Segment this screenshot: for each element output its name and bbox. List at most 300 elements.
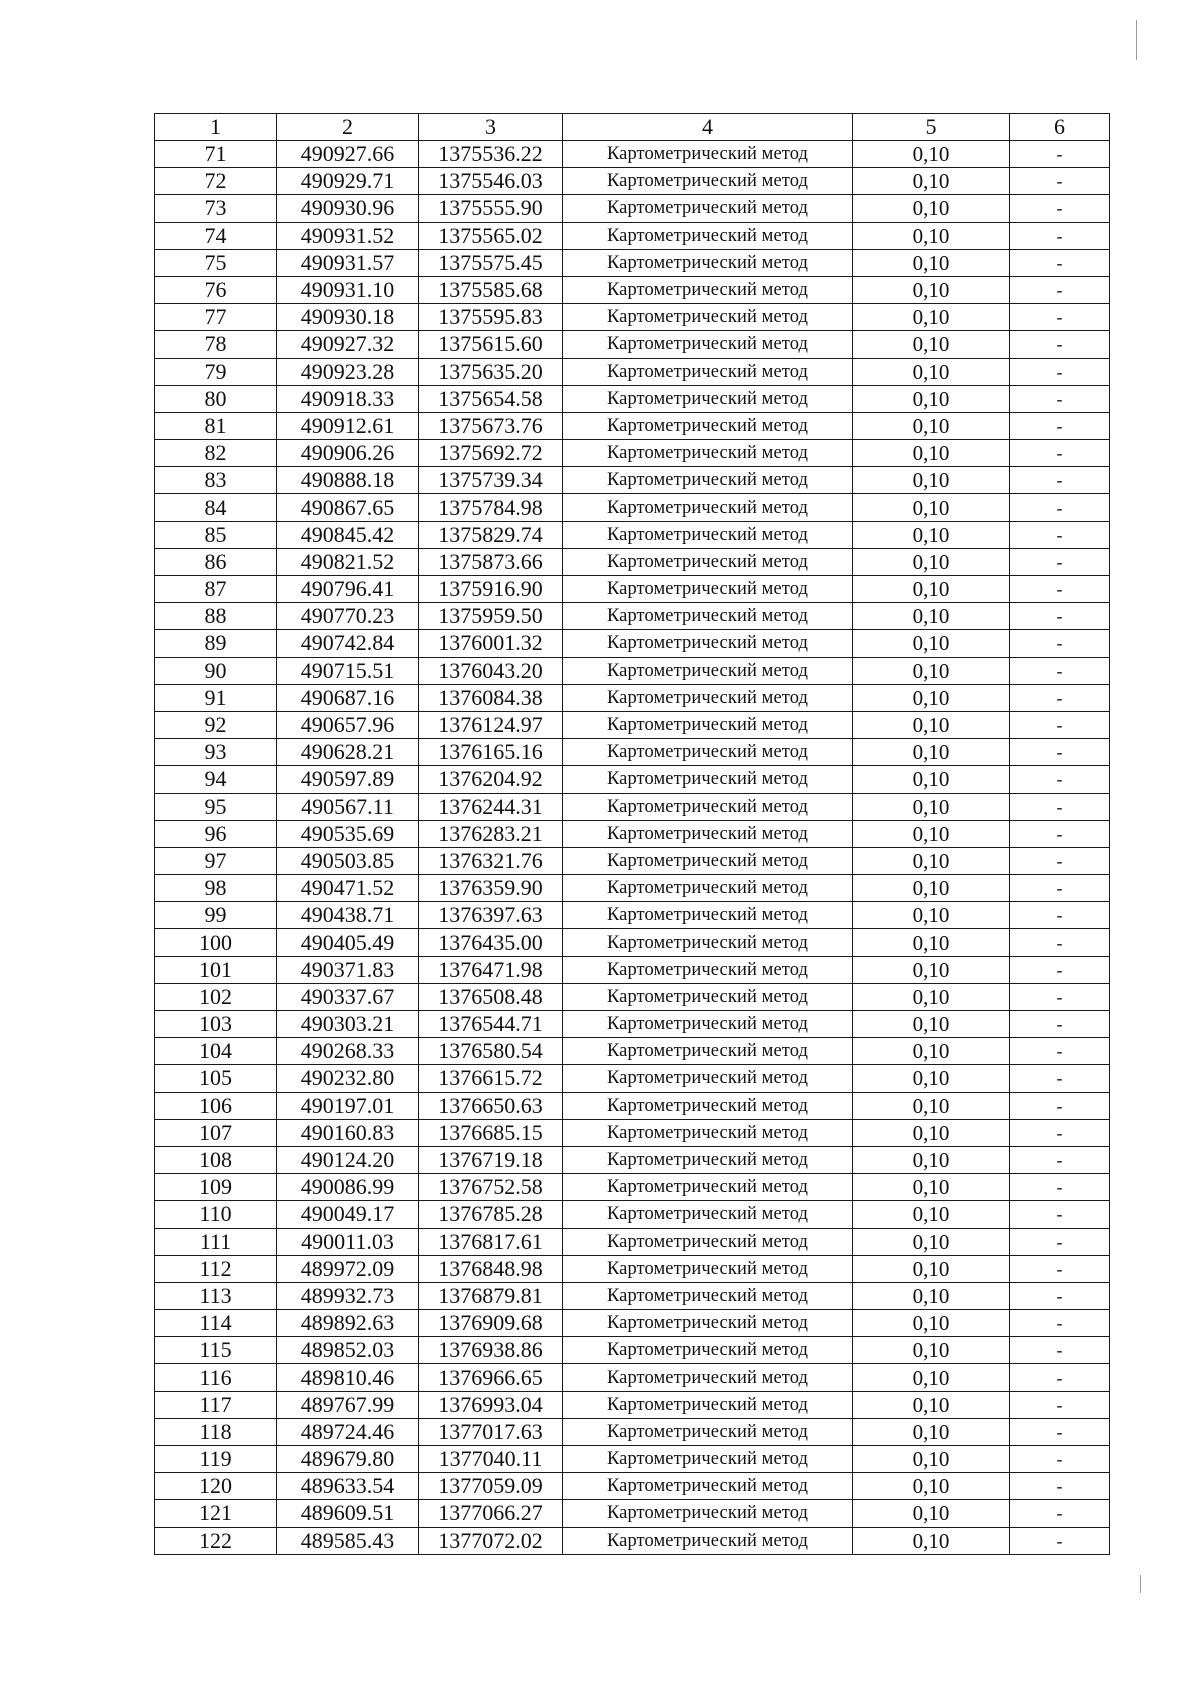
description-cell: -: [1010, 820, 1110, 847]
x-coordinate-cell: 490405.49: [277, 929, 419, 956]
method-cell: Картометрический метод: [563, 576, 853, 603]
y-coordinate-cell: 1376084.38: [419, 684, 563, 711]
table-row: [155, 1337, 1110, 1364]
accuracy-cell: 0,10: [853, 1310, 1010, 1337]
x-coordinate-cell: 490715.51: [277, 657, 419, 684]
y-coordinate-cell: 1377017.63: [419, 1418, 563, 1445]
point-number-cell: 82: [155, 440, 277, 467]
x-coordinate-cell: 490628.21: [277, 739, 419, 766]
x-coordinate-cell: 490232.80: [277, 1065, 419, 1092]
table-row: [155, 983, 1110, 1010]
table-row: [155, 1038, 1110, 1065]
y-coordinate-cell: 1376785.28: [419, 1201, 563, 1228]
x-coordinate-cell: 489633.54: [277, 1473, 419, 1500]
table-row: [155, 1500, 1110, 1527]
point-number-cell: 75: [155, 249, 277, 276]
table-row: [155, 440, 1110, 467]
accuracy-cell: 0,10: [853, 630, 1010, 657]
accuracy-cell: 0,10: [853, 358, 1010, 385]
table-row: [155, 820, 1110, 847]
table-row: [155, 358, 1110, 385]
accuracy-cell: 0,10: [853, 902, 1010, 929]
accuracy-cell: 0,10: [853, 1255, 1010, 1282]
x-coordinate-cell: 489679.80: [277, 1446, 419, 1473]
table-row: [155, 276, 1110, 303]
description-cell: -: [1010, 168, 1110, 195]
accuracy-cell: 0,10: [853, 793, 1010, 820]
table-row: [155, 956, 1110, 983]
accuracy-cell: 0,10: [853, 548, 1010, 575]
method-cell: Картометрический метод: [563, 358, 853, 385]
method-cell: Картометрический метод: [563, 1500, 853, 1527]
accuracy-cell: 0,10: [853, 412, 1010, 439]
table-row: [155, 576, 1110, 603]
description-cell: -: [1010, 1527, 1110, 1554]
point-number-cell: 117: [155, 1391, 277, 1418]
point-number-cell: 91: [155, 684, 277, 711]
coordinates-table: [154, 113, 1110, 1555]
x-coordinate-cell: 490931.52: [277, 222, 419, 249]
method-cell: Картометрический метод: [563, 711, 853, 738]
point-number-cell: 96: [155, 820, 277, 847]
x-coordinate-cell: 490086.99: [277, 1174, 419, 1201]
description-cell: -: [1010, 956, 1110, 983]
y-coordinate-cell: 1375739.34: [419, 467, 563, 494]
description-cell: -: [1010, 1092, 1110, 1119]
description-cell: -: [1010, 222, 1110, 249]
accuracy-cell: 0,10: [853, 276, 1010, 303]
accuracy-cell: 0,10: [853, 1500, 1010, 1527]
point-number-cell: 112: [155, 1255, 277, 1282]
y-coordinate-cell: 1376909.68: [419, 1310, 563, 1337]
table-row: [155, 304, 1110, 331]
accuracy-cell: 0,10: [853, 875, 1010, 902]
x-coordinate-cell: 490927.32: [277, 331, 419, 358]
table-row: [155, 1092, 1110, 1119]
y-coordinate-cell: 1376879.81: [419, 1282, 563, 1309]
accuracy-cell: 0,10: [853, 521, 1010, 548]
x-coordinate-cell: 490929.71: [277, 168, 419, 195]
method-cell: Картометрический метод: [563, 195, 853, 222]
table-row: [155, 684, 1110, 711]
x-coordinate-cell: 489609.51: [277, 1500, 419, 1527]
point-number-cell: 114: [155, 1310, 277, 1337]
table-row: [155, 1146, 1110, 1173]
accuracy-cell: 0,10: [853, 1201, 1010, 1228]
point-number-cell: 90: [155, 657, 277, 684]
table-row: [155, 929, 1110, 956]
description-cell: -: [1010, 657, 1110, 684]
description-cell: -: [1010, 385, 1110, 412]
description-cell: -: [1010, 440, 1110, 467]
accuracy-cell: 0,10: [853, 1228, 1010, 1255]
x-coordinate-cell: 490337.67: [277, 983, 419, 1010]
table-row: [155, 222, 1110, 249]
point-number-cell: 110: [155, 1201, 277, 1228]
y-coordinate-cell: 1376283.21: [419, 820, 563, 847]
description-cell: -: [1010, 548, 1110, 575]
y-coordinate-cell: 1376244.31: [419, 793, 563, 820]
point-number-cell: 122: [155, 1527, 277, 1554]
method-cell: Картометрический метод: [563, 1418, 853, 1445]
description-cell: -: [1010, 249, 1110, 276]
point-number-cell: 120: [155, 1473, 277, 1500]
x-coordinate-cell: 490742.84: [277, 630, 419, 657]
accuracy-cell: 0,10: [853, 331, 1010, 358]
accuracy-cell: 0,10: [853, 711, 1010, 738]
table-row: [155, 1011, 1110, 1038]
column-header-point-number: 1: [155, 114, 277, 141]
method-cell: Картометрический метод: [563, 467, 853, 494]
accuracy-cell: 0,10: [853, 983, 1010, 1010]
x-coordinate-cell: 489585.43: [277, 1527, 419, 1554]
y-coordinate-cell: 1376124.97: [419, 711, 563, 738]
method-cell: Картометрический метод: [563, 956, 853, 983]
y-coordinate-cell: 1376650.63: [419, 1092, 563, 1119]
description-cell: -: [1010, 1146, 1110, 1173]
description-cell: -: [1010, 276, 1110, 303]
description-cell: -: [1010, 494, 1110, 521]
accuracy-cell: 0,10: [853, 168, 1010, 195]
accuracy-cell: 0,10: [853, 1391, 1010, 1418]
table-row: [155, 1228, 1110, 1255]
accuracy-cell: 0,10: [853, 603, 1010, 630]
point-number-cell: 80: [155, 385, 277, 412]
y-coordinate-cell: 1376435.00: [419, 929, 563, 956]
accuracy-cell: 0,10: [853, 1282, 1010, 1309]
x-coordinate-cell: 490912.61: [277, 412, 419, 439]
y-coordinate-cell: 1376321.76: [419, 847, 563, 874]
accuracy-cell: 0,10: [853, 684, 1010, 711]
method-cell: Картометрический метод: [563, 1282, 853, 1309]
x-coordinate-cell: 490371.83: [277, 956, 419, 983]
description-cell: -: [1010, 1418, 1110, 1445]
method-cell: Картометрический метод: [563, 1038, 853, 1065]
point-number-cell: 74: [155, 222, 277, 249]
x-coordinate-cell: 490930.96: [277, 195, 419, 222]
table-row: [155, 1255, 1110, 1282]
accuracy-cell: 0,10: [853, 847, 1010, 874]
x-coordinate-cell: 490160.83: [277, 1119, 419, 1146]
x-coordinate-cell: 490888.18: [277, 467, 419, 494]
x-coordinate-cell: 490930.18: [277, 304, 419, 331]
description-cell: -: [1010, 929, 1110, 956]
x-coordinate-cell: 490567.11: [277, 793, 419, 820]
method-cell: Картометрический метод: [563, 684, 853, 711]
accuracy-cell: 0,10: [853, 1446, 1010, 1473]
description-cell: -: [1010, 1065, 1110, 1092]
method-cell: Картометрический метод: [563, 1228, 853, 1255]
method-cell: Картометрический метод: [563, 331, 853, 358]
description-cell: -: [1010, 141, 1110, 168]
scan-speck: [1136, 20, 1137, 60]
description-cell: -: [1010, 1038, 1110, 1065]
x-coordinate-cell: 489892.63: [277, 1310, 419, 1337]
table-row: [155, 494, 1110, 521]
y-coordinate-cell: 1375959.50: [419, 603, 563, 630]
description-cell: -: [1010, 711, 1110, 738]
y-coordinate-cell: 1376752.58: [419, 1174, 563, 1201]
description-cell: -: [1010, 1473, 1110, 1500]
x-coordinate-cell: 490845.42: [277, 521, 419, 548]
point-number-cell: 101: [155, 956, 277, 983]
method-cell: Картометрический метод: [563, 766, 853, 793]
description-cell: -: [1010, 304, 1110, 331]
x-coordinate-cell: 489972.09: [277, 1255, 419, 1282]
point-number-cell: 88: [155, 603, 277, 630]
y-coordinate-cell: 1376817.61: [419, 1228, 563, 1255]
method-cell: Картометрический метод: [563, 521, 853, 548]
accuracy-cell: 0,10: [853, 440, 1010, 467]
description-cell: -: [1010, 983, 1110, 1010]
description-cell: -: [1010, 793, 1110, 820]
accuracy-cell: 0,10: [853, 385, 1010, 412]
accuracy-cell: 0,10: [853, 467, 1010, 494]
x-coordinate-cell: 490124.20: [277, 1146, 419, 1173]
description-cell: -: [1010, 1500, 1110, 1527]
y-coordinate-cell: 1376544.71: [419, 1011, 563, 1038]
table-row: [155, 1418, 1110, 1445]
method-cell: Картометрический метод: [563, 657, 853, 684]
x-coordinate-cell: 490303.21: [277, 1011, 419, 1038]
description-cell: -: [1010, 412, 1110, 439]
y-coordinate-cell: 1377072.02: [419, 1527, 563, 1554]
y-coordinate-cell: 1375873.66: [419, 548, 563, 575]
method-cell: Картометрический метод: [563, 983, 853, 1010]
method-cell: Картометрический метод: [563, 820, 853, 847]
accuracy-cell: 0,10: [853, 1065, 1010, 1092]
method-cell: Картометрический метод: [563, 276, 853, 303]
table-row: [155, 630, 1110, 657]
y-coordinate-cell: 1375546.03: [419, 168, 563, 195]
table-row: [155, 902, 1110, 929]
y-coordinate-cell: 1376615.72: [419, 1065, 563, 1092]
point-number-cell: 113: [155, 1282, 277, 1309]
method-cell: Картометрический метод: [563, 1527, 853, 1554]
accuracy-cell: 0,10: [853, 249, 1010, 276]
point-number-cell: 73: [155, 195, 277, 222]
description-cell: -: [1010, 1337, 1110, 1364]
point-number-cell: 118: [155, 1418, 277, 1445]
method-cell: Картометрический метод: [563, 793, 853, 820]
method-cell: Картометрический метод: [563, 1391, 853, 1418]
point-number-cell: 72: [155, 168, 277, 195]
column-header-method: 4: [563, 114, 853, 141]
method-cell: Картометрический метод: [563, 1310, 853, 1337]
table-row: [155, 1473, 1110, 1500]
point-number-cell: 77: [155, 304, 277, 331]
point-number-cell: 81: [155, 412, 277, 439]
x-coordinate-cell: 490821.52: [277, 548, 419, 575]
x-coordinate-cell: 490906.26: [277, 440, 419, 467]
column-header-accuracy: 5: [853, 114, 1010, 141]
accuracy-cell: 0,10: [853, 766, 1010, 793]
x-coordinate-cell: 490770.23: [277, 603, 419, 630]
point-number-cell: 89: [155, 630, 277, 657]
description-cell: -: [1010, 847, 1110, 874]
table-row: [155, 385, 1110, 412]
y-coordinate-cell: 1375829.74: [419, 521, 563, 548]
x-coordinate-cell: 489932.73: [277, 1282, 419, 1309]
y-coordinate-cell: 1377040.11: [419, 1446, 563, 1473]
method-cell: Картометрический метод: [563, 1364, 853, 1391]
y-coordinate-cell: 1375615.60: [419, 331, 563, 358]
table-row: [155, 168, 1110, 195]
x-coordinate-cell: 489767.99: [277, 1391, 419, 1418]
point-number-cell: 98: [155, 875, 277, 902]
y-coordinate-cell: 1376397.63: [419, 902, 563, 929]
description-cell: -: [1010, 195, 1110, 222]
point-number-cell: 111: [155, 1228, 277, 1255]
table-row: [155, 711, 1110, 738]
point-number-cell: 87: [155, 576, 277, 603]
x-coordinate-cell: 490049.17: [277, 1201, 419, 1228]
table-row: [155, 1174, 1110, 1201]
method-cell: Картометрический метод: [563, 739, 853, 766]
accuracy-cell: 0,10: [853, 494, 1010, 521]
method-cell: Картометрический метод: [563, 1092, 853, 1119]
description-cell: -: [1010, 1174, 1110, 1201]
method-cell: Картометрический метод: [563, 412, 853, 439]
method-cell: Картометрический метод: [563, 875, 853, 902]
method-cell: Картометрический метод: [563, 1473, 853, 1500]
table-row: [155, 467, 1110, 494]
accuracy-cell: 0,10: [853, 657, 1010, 684]
method-cell: Картометрический метод: [563, 929, 853, 956]
y-coordinate-cell: 1375595.83: [419, 304, 563, 331]
table-row: [155, 195, 1110, 222]
method-cell: Картометрический метод: [563, 1446, 853, 1473]
y-coordinate-cell: 1376938.86: [419, 1337, 563, 1364]
y-coordinate-cell: 1375692.72: [419, 440, 563, 467]
accuracy-cell: 0,10: [853, 820, 1010, 847]
table-row: [155, 141, 1110, 168]
method-cell: Картометрический метод: [563, 168, 853, 195]
x-coordinate-cell: 490268.33: [277, 1038, 419, 1065]
description-cell: -: [1010, 1255, 1110, 1282]
table-body: [155, 114, 1110, 1555]
point-number-cell: 78: [155, 331, 277, 358]
table-row: [155, 875, 1110, 902]
y-coordinate-cell: 1376359.90: [419, 875, 563, 902]
point-number-cell: 94: [155, 766, 277, 793]
table-row: [155, 331, 1110, 358]
accuracy-cell: 0,10: [853, 1418, 1010, 1445]
description-cell: -: [1010, 467, 1110, 494]
method-cell: Картометрический метод: [563, 304, 853, 331]
y-coordinate-cell: 1376204.92: [419, 766, 563, 793]
description-cell: -: [1010, 1011, 1110, 1038]
method-cell: Картометрический метод: [563, 1065, 853, 1092]
method-cell: Картометрический метод: [563, 222, 853, 249]
table-row: [155, 1527, 1110, 1554]
description-cell: -: [1010, 739, 1110, 766]
x-coordinate-cell: 489810.46: [277, 1364, 419, 1391]
y-coordinate-cell: 1375784.98: [419, 494, 563, 521]
x-coordinate-cell: 490931.57: [277, 249, 419, 276]
x-coordinate-cell: 490438.71: [277, 902, 419, 929]
column-header-description: 6: [1010, 114, 1110, 141]
table-row: [155, 739, 1110, 766]
point-number-cell: 107: [155, 1119, 277, 1146]
y-coordinate-cell: 1376043.20: [419, 657, 563, 684]
x-coordinate-cell: 490867.65: [277, 494, 419, 521]
column-header-x-coordinate: 2: [277, 114, 419, 141]
y-coordinate-cell: 1375565.02: [419, 222, 563, 249]
method-cell: Картометрический метод: [563, 603, 853, 630]
point-number-cell: 102: [155, 983, 277, 1010]
point-number-cell: 99: [155, 902, 277, 929]
y-coordinate-cell: 1376165.16: [419, 739, 563, 766]
y-coordinate-cell: 1376471.98: [419, 956, 563, 983]
point-number-cell: 71: [155, 141, 277, 168]
y-coordinate-cell: 1375555.90: [419, 195, 563, 222]
method-cell: Картометрический метод: [563, 440, 853, 467]
point-number-cell: 119: [155, 1446, 277, 1473]
x-coordinate-cell: 490927.66: [277, 141, 419, 168]
point-number-cell: 116: [155, 1364, 277, 1391]
method-cell: Картометрический метод: [563, 630, 853, 657]
table-row: [155, 1391, 1110, 1418]
accuracy-cell: 0,10: [853, 1038, 1010, 1065]
x-coordinate-cell: 490597.89: [277, 766, 419, 793]
x-coordinate-cell: 490011.03: [277, 1228, 419, 1255]
method-cell: Картометрический метод: [563, 902, 853, 929]
x-coordinate-cell: 490931.10: [277, 276, 419, 303]
y-coordinate-cell: 1376508.48: [419, 983, 563, 1010]
description-cell: -: [1010, 1310, 1110, 1337]
table-row: [155, 1446, 1110, 1473]
point-number-cell: 76: [155, 276, 277, 303]
method-cell: Картометрический метод: [563, 494, 853, 521]
point-number-cell: 79: [155, 358, 277, 385]
description-cell: -: [1010, 630, 1110, 657]
y-coordinate-cell: 1375654.58: [419, 385, 563, 412]
method-cell: Картометрический метод: [563, 141, 853, 168]
x-coordinate-cell: 490923.28: [277, 358, 419, 385]
point-number-cell: 86: [155, 548, 277, 575]
table-row: [155, 1119, 1110, 1146]
description-cell: -: [1010, 521, 1110, 548]
x-coordinate-cell: 489724.46: [277, 1418, 419, 1445]
description-cell: -: [1010, 576, 1110, 603]
point-number-cell: 83: [155, 467, 277, 494]
point-number-cell: 115: [155, 1337, 277, 1364]
y-coordinate-cell: 1376848.98: [419, 1255, 563, 1282]
table-row: [155, 412, 1110, 439]
method-cell: Картометрический метод: [563, 1119, 853, 1146]
y-coordinate-cell: 1375916.90: [419, 576, 563, 603]
accuracy-cell: 0,10: [853, 929, 1010, 956]
y-coordinate-cell: 1376001.32: [419, 630, 563, 657]
description-cell: -: [1010, 1228, 1110, 1255]
accuracy-cell: 0,10: [853, 195, 1010, 222]
point-number-cell: 103: [155, 1011, 277, 1038]
method-cell: Картометрический метод: [563, 385, 853, 412]
point-number-cell: 109: [155, 1174, 277, 1201]
method-cell: Картометрический метод: [563, 1337, 853, 1364]
accuracy-cell: 0,10: [853, 739, 1010, 766]
point-number-cell: 121: [155, 1500, 277, 1527]
y-coordinate-cell: 1375673.76: [419, 412, 563, 439]
accuracy-cell: 0,10: [853, 576, 1010, 603]
description-cell: -: [1010, 603, 1110, 630]
point-number-cell: 100: [155, 929, 277, 956]
method-cell: Картометрический метод: [563, 1146, 853, 1173]
column-header-y-coordinate: 3: [419, 114, 563, 141]
y-coordinate-cell: 1375635.20: [419, 358, 563, 385]
table-header-row: [155, 114, 1110, 141]
